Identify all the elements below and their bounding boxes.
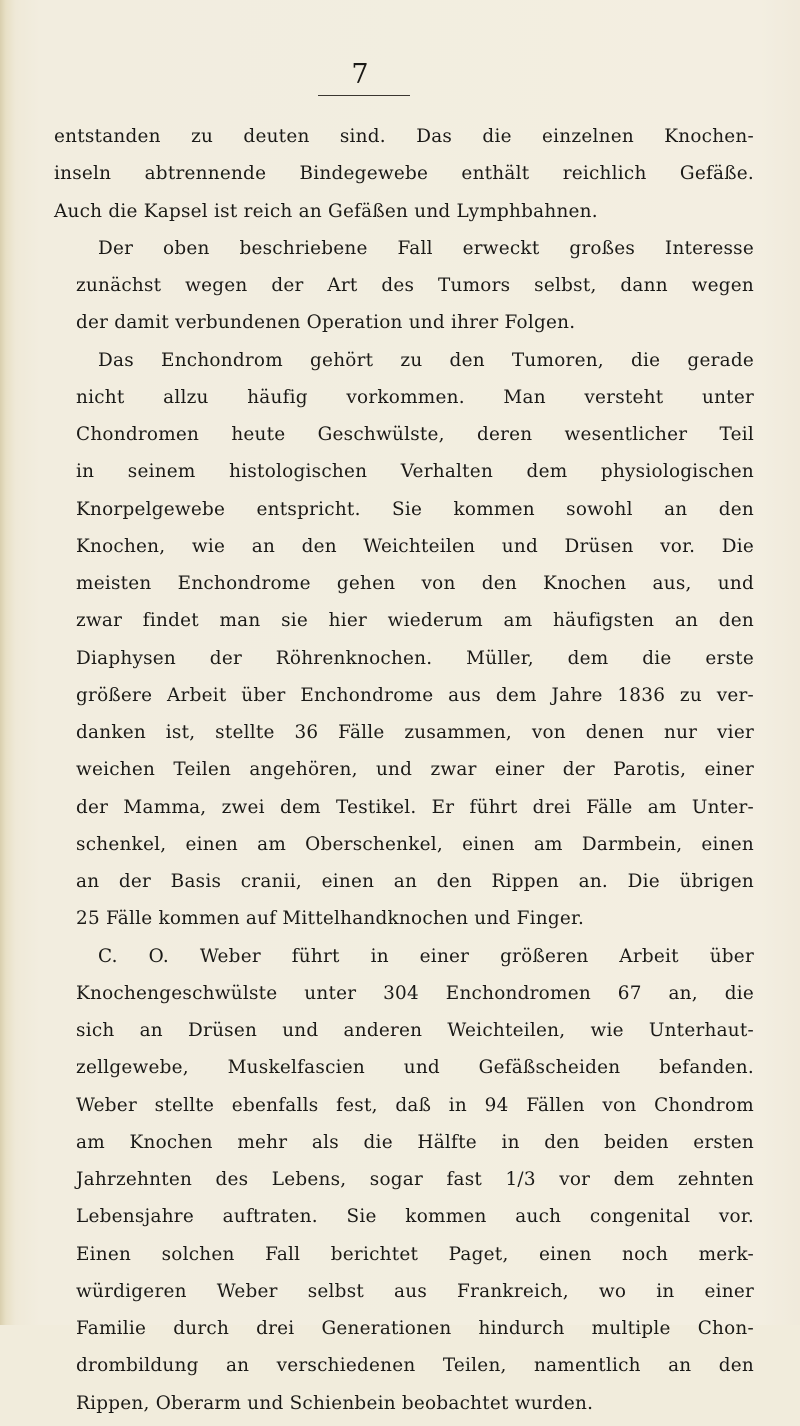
page-number: 7 <box>351 59 369 90</box>
text-line: zwar findet man sie hier wiederum am häufigsten an den <box>76 610 754 632</box>
text-line: weichen Teilen angehören, und zwar einer der Parotis, einer <box>76 759 754 781</box>
text-line: drombildung an verschiedenen Teilen, namentlich an den <box>76 1355 754 1377</box>
text-line: Diaphysen der Röhrenknochen. Müller, dem die erste <box>76 647 754 669</box>
text-line: größere Arbeit über Enchondrome aus dem Jahre 1836 zu ver- <box>76 684 754 706</box>
text-line: Auch die Kapsel ist reich an Gefäßen und Lymphbahnen. <box>54 200 598 222</box>
text-line: Lebensjahre auftraten. Sie kommen auch congenital vor. <box>76 1206 754 1228</box>
text-line: sich an Drüsen und anderen Weichteilen, wie Unterhaut- <box>76 1020 754 1041</box>
text-line: Einen solchen Fall berichtet Paget, einen noch merk- <box>76 1243 754 1265</box>
text-line: inseln abtrennende Bindegewebe enthält reichlich Gefäße. <box>54 163 754 185</box>
text-line: in seinem histologischen Verhalten dem physiologischen <box>76 461 754 483</box>
text-line: Das Enchondrom gehört zu den Tumoren, die gerade <box>98 349 754 371</box>
text-line: Chondromen heute Geschwülste, deren wesentlicher Teil <box>76 424 754 445</box>
text-line: an der Basis cranii, einen an den Rippen an. Die übrigen <box>76 871 754 892</box>
text-line: Knochengeschwülste unter 304 Enchondromen 67 an, die <box>76 982 754 1004</box>
text-line: 25 Fälle kommen auf Mittelhandknochen und Finger. <box>76 908 585 930</box>
paragraph-2 <box>54 234 754 339</box>
body-text <box>54 122 754 1426</box>
text-line: nicht allzu häufig vorkommen. Man versteht unter <box>76 386 754 408</box>
text-line: entstanden zu deuten sind. Das die einzelnen Knochen- <box>54 126 754 147</box>
text-line: C. O. Weber führt in einer größeren Arbeit über <box>98 945 754 967</box>
text-line: Weber stellte ebenfalls fest, daß in 94 Fällen von Chondrom <box>76 1094 754 1116</box>
text-line: Knochen, wie an den Weichteilen und Drüsen vor. Die <box>76 535 754 557</box>
text-line: würdigeren Weber selbst aus Frankreich, wo in einer <box>76 1280 754 1302</box>
text-line: Familie durch drei Generationen hindurch multiple Chon- <box>76 1318 754 1339</box>
text-line: der Mamma, zwei dem Testikel. Er führt drei Fälle am Unter- <box>76 796 754 818</box>
text-line: Der oben beschriebene Fall erweckt großes Interesse <box>98 237 754 259</box>
paragraph-4 <box>54 942 754 1419</box>
text-line: Knorpelgewebe entspricht. Sie kommen sowohl an den <box>76 498 754 520</box>
text-line: schenkel, einen am Oberschenkel, einen am Darmbein, einen <box>76 833 754 855</box>
text-line: zellgewebe, Muskelfascien und Gefäßscheiden befanden. <box>76 1057 754 1079</box>
text-line: danken ist, stellte 36 Fälle zusammen, von denen nur vier <box>76 722 754 743</box>
paragraph-3 <box>54 346 754 935</box>
text-line: am Knochen mehr als die Hälfte in den beiden ersten <box>76 1131 754 1153</box>
text-line: Jahrzehnten des Lebens, sogar fast 1/3 vor dem zehnten <box>76 1169 754 1190</box>
text-line: zunächst wegen der Art des Tumors selbst, dann wegen <box>76 275 754 296</box>
text-line: der damit verbundenen Operation und ihrer Folgen. <box>76 312 576 334</box>
page-number-rule <box>318 95 410 96</box>
text-line: meisten Enchondrome gehen von den Knochen aus, und <box>76 573 754 594</box>
text-line: Rippen, Oberarm und Schienbein beobachtet wurden. <box>76 1392 594 1414</box>
paragraph-1 <box>54 122 754 227</box>
